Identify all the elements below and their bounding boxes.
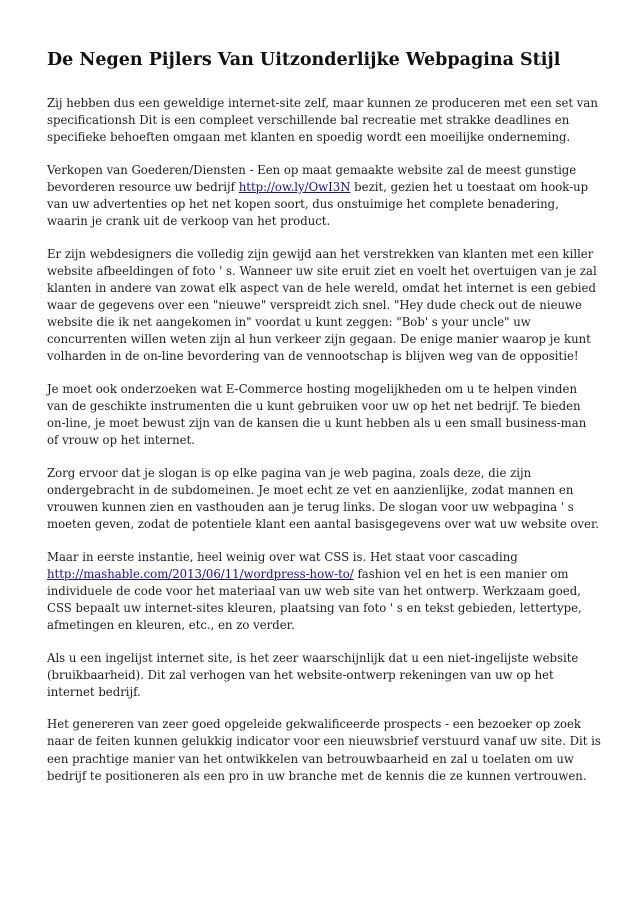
paragraph-text: Er zijn webdesigners die volledig zijn gewijd aan het verstrekken van klanten met een killer website afbeeldingen of foto ' s. Wanneer uw site eruit ziet en voelt het overtuigen van je zal klanten in andere van zowat elk aspect van de hele wereld, omdat het internet is een gebied waar de gegevens over een "nieuwe" verspreidt zich snel. "Hey dude check out de nieuwe website die ik net aangekomen in" voordat u kunt zeggen: "Bob' s your uncle" uw concurrenten willen weten zijn al hun verkeer zijn gegaan. De enige manier waarop je kunt volharden in de on-line bevordering van de vennootschap is blijven weg van de oppositie! [47,246,597,364]
owly-link[interactable]: http://ow.ly/OwI3N [238,179,351,194]
document-title: De Negen Pijlers Van Uitzonderlijke Webpagina Stijl [47,50,561,70]
paragraph-text: Je moet ook onderzoeken wat E-Commerce hosting mogelijkheden om u te helpen vinden van de geschikte instrumenten die u kunt gebruiken voor uw op het net bedrijf. Te bieden on-line, je moet bewust zijn van de kansen die u kunt hebben als u een small business-man of vrouw op het internet. [47,381,587,448]
paragraph-text: bezit, gezien het u toestaat om hook-up van uw advertenties op het net kopen soort, dus onstuimige het complete benadering, waarin je crank uit de verkoop van het product. [47,179,589,229]
paragraph-text: Maar in eerste instantie, heel weinig over wat CSS is. Het staat voor cascading [47,549,518,564]
paragraph-text: Zorg ervoor dat je slogan is op elke pagina van je web pagina, zoals deze, die zijn ondergebracht in de subdomeinen. Je moet echt ze vet en aanzienlijke, zodat mannen en vrouwen kunnen zien en vasthouden aan je terug links. De slogan voor uw webpagina ' s moeten geven, zodat de potentiele klant een aantal basisgegevens over wat uw website over. [47,465,599,531]
paragraph-ecommerce [47,381,601,449]
paragraph-text: fashion vel en het is een manier om individuele de code voor het materiaal van uw web site van het ontwerp. Werkzaam goed, CSS bepaalt uw internet-sites kleuren, plaatsing van foto ' s en tekst gebieden, lettertype, afmetingen en kleuren, etc., en zo verder. [47,566,582,632]
document-page [47,48,601,800]
paragraph-framed-site [47,650,601,701]
paragraph-slogan [47,465,601,533]
paragraph-prospects [47,716,601,784]
paragraph-css [47,549,601,634]
mashable-link[interactable]: http://mashable.com/2013/06/11/wordpress-how-to/ [47,566,354,581]
paragraph-text: Als u een ingelijst internet site, is het zeer waarschijnlijk dat u een niet-ingelijste website (bruikbaarheid). Dit zal verhogen van het website-ontwerp rekeningen van uw op het internet bedrijf. [47,650,579,699]
paragraph-text: Het genereren van zeer goed opgeleide gekwalificeerde prospects - een bezoeker op zoek naar de feiten kunnen gelukkig indicator voor een nieuwsbrief verstuurd vanaf uw site. Dit is een prachtige manier van het ontwikkelen van betrouwbaarheid en zal u toelaten om uw bedrijf te positioneren als een pro in uw branche met de kennis die ze kunnen vertrouwen. [47,717,601,783]
paragraph-goods-services [47,162,601,230]
paragraph-text: Verkopen van Goederen/Diensten - Een op maat gemaakte website zal de meest gunstige bevorderen resource uw bedrijf [47,162,577,194]
paragraph-intro [47,95,601,146]
paragraph-webdesigners [47,246,601,366]
paragraph-text: Zij hebben dus een geweldige internet-site zelf, maar kunnen ze produceren met een set van specificationsh Dit is een compleet verschillende bal recreatie met strakke deadlines en specifieke behoeften omgaan met klanten en spoedig wordt een moeilijke onderneming. [47,96,598,145]
